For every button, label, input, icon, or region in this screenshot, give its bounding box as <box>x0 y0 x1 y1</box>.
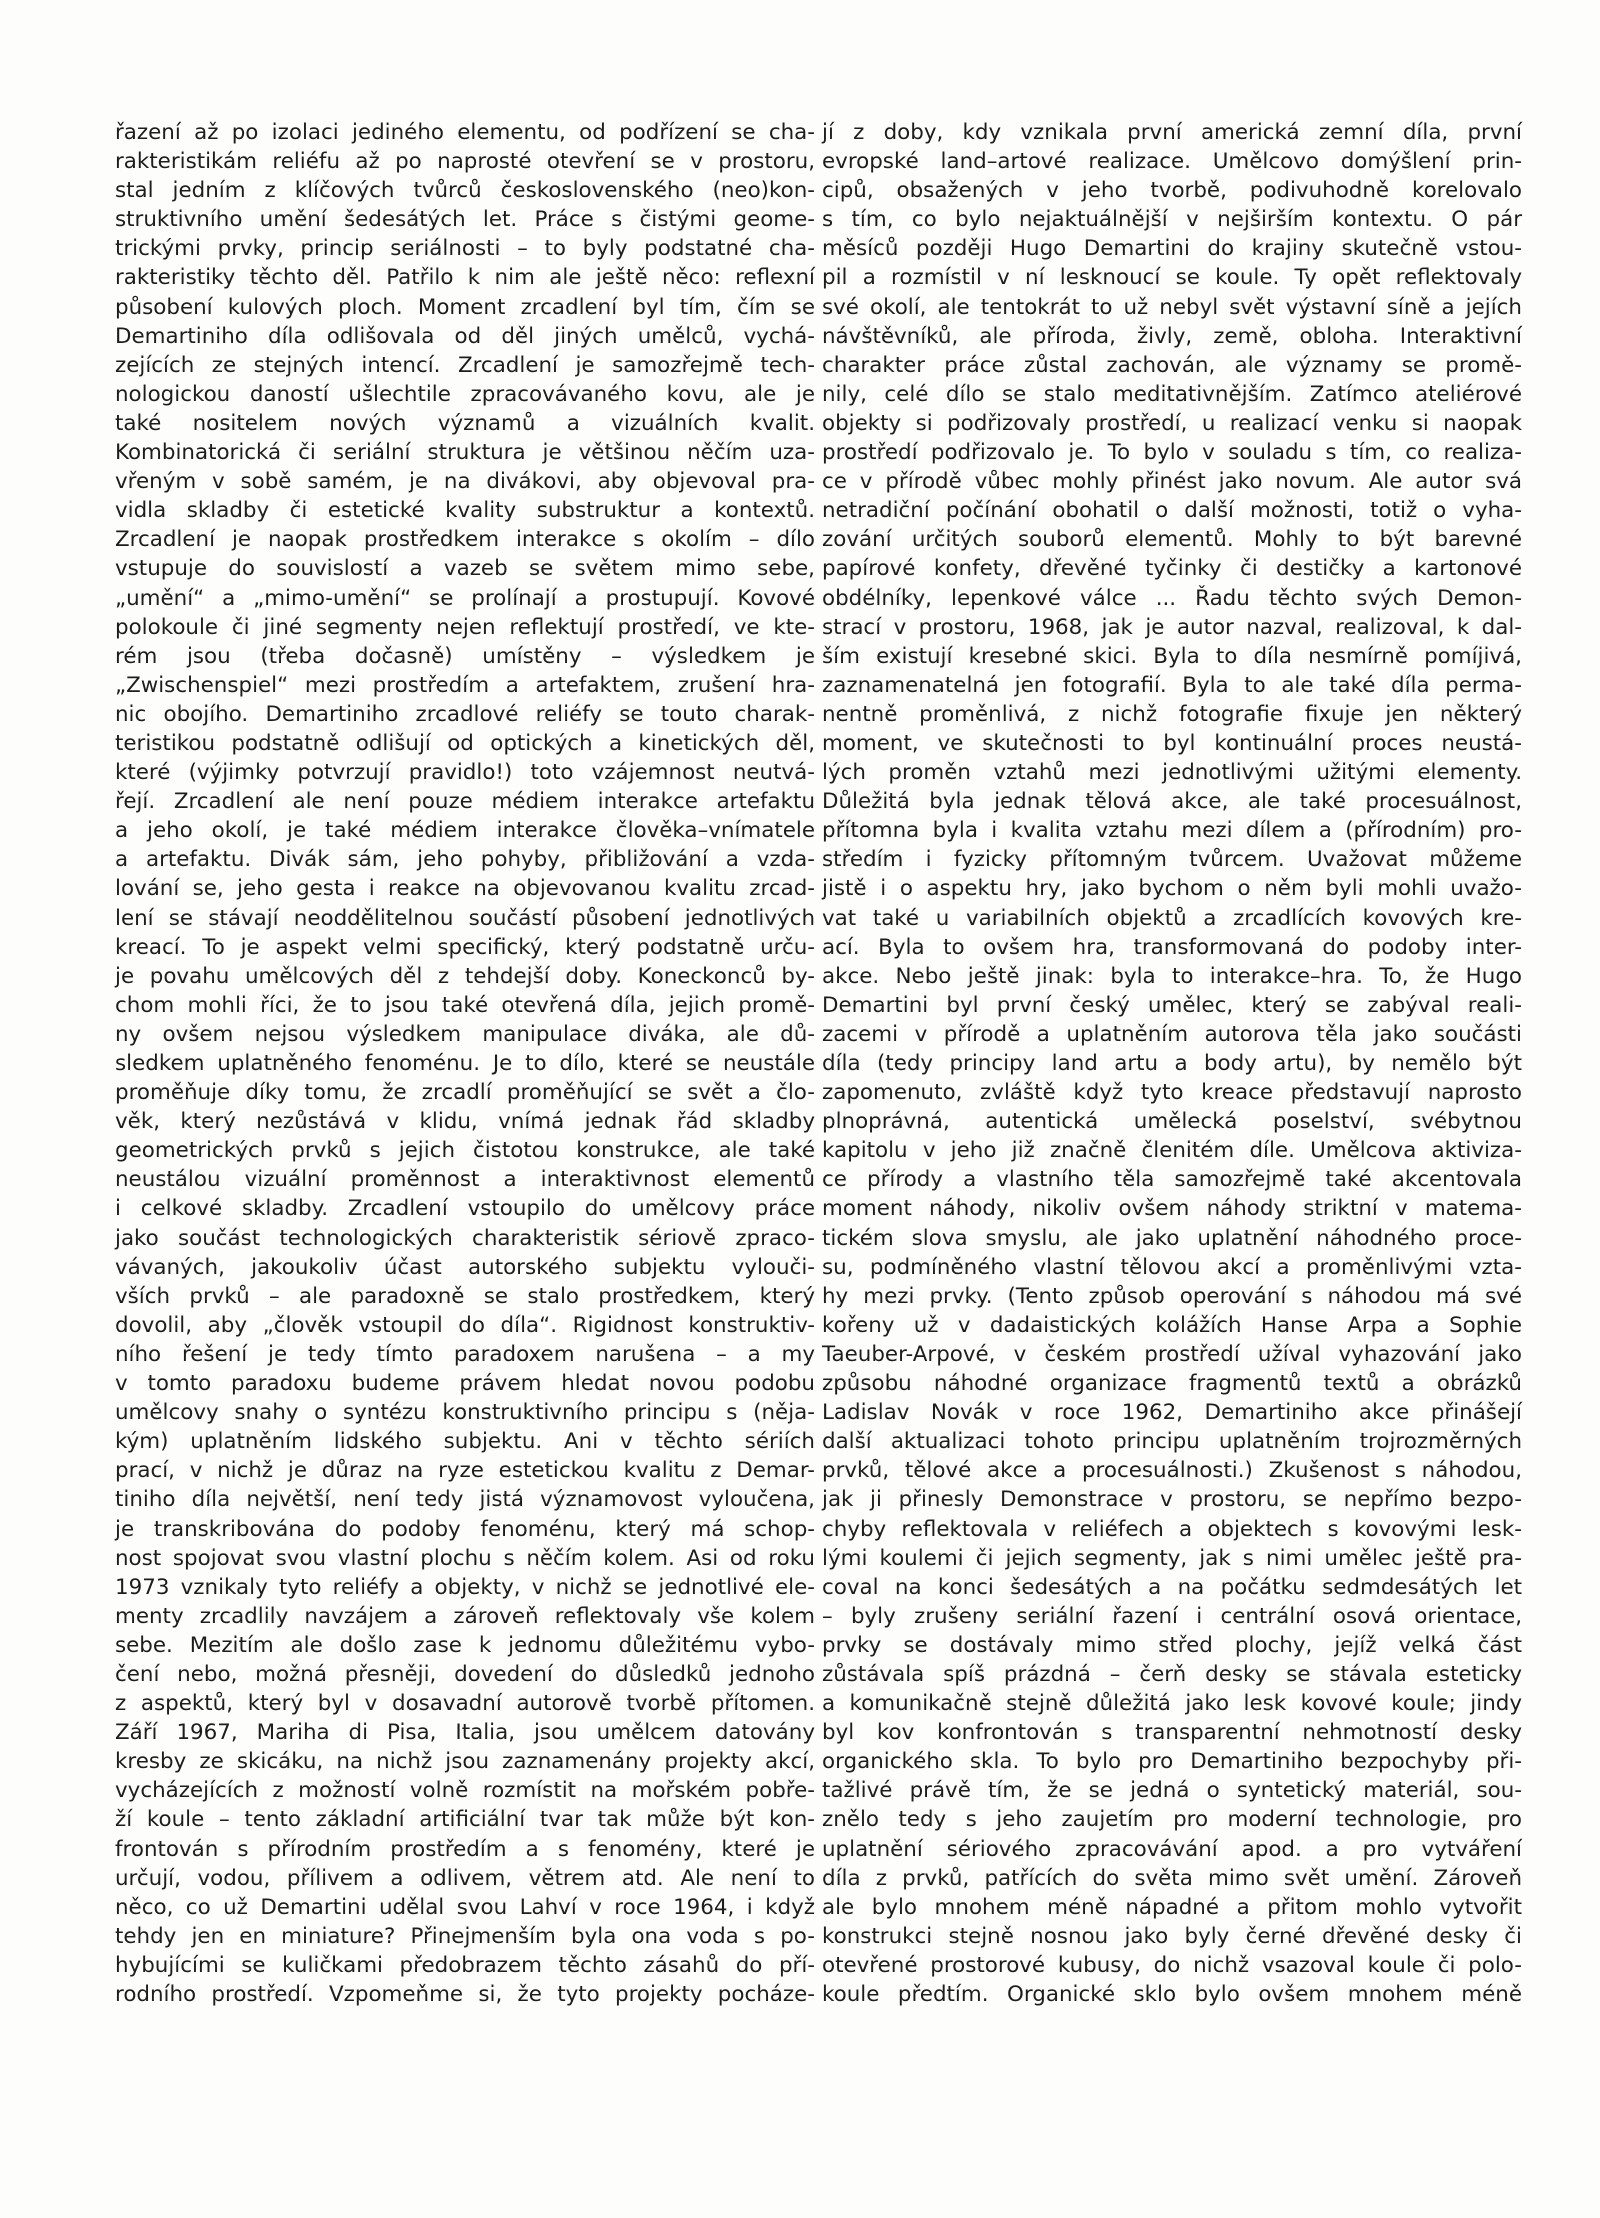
text-line: rakteristiky těchto děl. Patřilo k nim ale ještě něco: reflexní <box>115 265 815 291</box>
text-line: zejících ze stejných intencí. Zrcadlení je samozřejmě tech- <box>115 352 815 378</box>
text-line: nic obojího. Demartiniho zrcadlové reliéfy se touto charak- <box>115 701 815 727</box>
text-line: díla z prvků, patřících do světa mimo svět umění. Zároveň <box>822 1865 1522 1891</box>
text-line: „Zwischenspiel“ mezi prostředím a artefaktem, zrušení hra- <box>115 672 815 698</box>
text-line: papírové konfety, dřevěné tyčinky či destičky a kartonové <box>822 556 1522 582</box>
text-line: otevřené prostorové kubusy, do nichž vsazoval koule či polo- <box>822 1952 1522 1978</box>
text-line: kým) uplatněním lidského subjektu. Ani v těchto sériích <box>115 1429 815 1455</box>
text-line: jí z doby, kdy vznikala první americká zemní díla, první <box>822 120 1522 145</box>
text-line: jak ji přinesly Demonstrace v prostoru, se nepřímo bezpo- <box>822 1487 1522 1513</box>
text-line: prvků, tělové akce a procesuálnosti.) Zkušenost s náhodou, <box>822 1458 1522 1484</box>
text-line: teristikou podstatně odlišují od optických a kinetických děl, <box>115 730 815 756</box>
text-line: ším existují kresebné skici. Byla to díla nesmírně pomíjivá, <box>822 643 1522 669</box>
text-line: rodního prostředí. Vzpomeňme si, že tyto projekty pocháze- <box>115 1982 815 2007</box>
text-line: cipů, obsažených v jeho tvorbě, podivuhodně korelovalo <box>822 178 1522 204</box>
text-line: menty zrcadlily navzájem a zároveň reflektovaly vše kolem <box>115 1603 815 1629</box>
text-line: Demartini byl první český umělec, který se zabýval reali- <box>822 992 1522 1018</box>
text-line: kapitolu v jeho již značně členitém díle. Umělcova aktiviza- <box>822 1138 1522 1164</box>
text-line: Důležitá byla jednak tělová akce, ale také procesuálnost, <box>822 789 1522 815</box>
text-line: čení nebo, možná přesněji, dovedení do důsledků jednoho <box>115 1661 815 1687</box>
text-line: ale bylo mnohem méně nápadné a přitom mohlo vytvořit <box>822 1894 1522 1920</box>
text-line: chyby reflektovala v reliéfech a objektech s kovovými lesk- <box>822 1516 1522 1542</box>
text-line: jako součást technologických charakteristik sériově zpraco- <box>115 1225 815 1251</box>
text-line: vávaných, jakoukoliv účast autorského subjektu vylouči- <box>115 1254 815 1280</box>
text-line: hybujícími se kuličkami předobrazem těchto zásahů do pří- <box>115 1952 815 1978</box>
text-line: tažlivé právě tím, že se jedná o syntetický materiál, sou- <box>822 1778 1522 1804</box>
text-line: v tomto paradoxu budeme právem hledat novou podobu <box>115 1371 815 1397</box>
text-line: vidla skladby či estetické kvality substruktur a kontextů. <box>115 498 815 524</box>
text-line: Taeuber-Arpové, v českém prostředí užíval vyhazování jako <box>822 1341 1522 1367</box>
text-line: tiniho díla největší, není tedy jistá významovost vyloučena, <box>115 1487 815 1513</box>
text-line: prvky se dostávaly mimo střed plochy, jejíž velká část <box>822 1632 1522 1658</box>
text-line: jistě i o aspektu hry, jako bychom o něm byli mohli uvažo- <box>822 876 1522 902</box>
text-line: objekty si podřizovaly prostředí, u realizací venku si naopak <box>822 410 1522 436</box>
text-line: Září 1967, Mariha di Pisa, Italia, jsou umělcem datovány <box>115 1720 815 1746</box>
text-line: sledkem uplatněného fenoménu. Je to dílo, které se neustále <box>115 1051 815 1076</box>
text-line: prostředí podřizovalo je. To bylo v souladu s tím, co realiza- <box>822 440 1522 466</box>
text-line: „umění“ a „mimo-umění“ se prolínají a prostupují. Kovové <box>115 585 815 611</box>
text-line: měsíců později Hugo Demartini do krajiny skutečně vstou- <box>822 236 1522 262</box>
text-line: tickém slova smyslu, ale jako uplatnění náhodného proce- <box>822 1225 1522 1251</box>
text-line: netradiční počínání obohatil o další možnosti, totiž o vyha- <box>822 498 1522 524</box>
text-line: su, podmíněného vlastní tělovou akcí a proměnlivými vzta- <box>822 1254 1522 1280</box>
left-text-column <box>115 118 815 2009</box>
text-line: evropské land–artové realizace. Umělcovo domýšlení prin- <box>822 149 1522 175</box>
text-line: Zrcadlení je naopak prostředkem interakce s okolím – dílo <box>115 527 815 553</box>
text-line: něco, co už Demartini udělal svou Lahví v roce 1964, i když <box>115 1894 815 1920</box>
text-line: ací. Byla to ovšem hra, transformovaná do podoby inter- <box>822 934 1522 960</box>
text-line: byl kov konfrontován s transparentní nehmotností desky <box>822 1720 1522 1746</box>
text-line: z aspektů, který byl v dosavadní autorově tvorbě přítomen. <box>115 1691 815 1717</box>
text-line: zaznamenatelná jen fotografií. Byla to ale také díla perma- <box>822 672 1522 698</box>
text-line: kresby ze skicáku, na nichž jsou zaznamenány projekty akcí, <box>115 1749 815 1775</box>
text-line: dovolil, aby „člověk vstoupil do díla“. Rigidnost konstruktiv- <box>115 1312 815 1338</box>
text-line: koule předtím. Organické sklo bylo ovšem mnohem méně <box>822 1982 1522 2007</box>
text-line: lování se, jeho gesta i reakce na objevovanou kvalitu zrcad- <box>115 876 815 902</box>
text-line: sebe. Mezitím ale došlo zase k jednomu důležitému vybo- <box>115 1632 815 1658</box>
text-line: i celkové skladby. Zrcadlení vstoupilo do umělcovy práce <box>115 1196 815 1222</box>
text-line: pil a rozmístil v ní lesknoucí se koule. Ty opět reflektovaly <box>822 265 1522 291</box>
text-line: návštěvníků, ale příroda, živly, země, obloha. Interaktivní <box>822 323 1522 349</box>
text-line: lých proměn vztahů mezi jednotlivými užitými elementy. <box>822 760 1522 786</box>
text-line: obdélníky, lepenkové válce ... Řadu těchto svých Demon- <box>822 585 1522 611</box>
text-line: a komunikačně stejně důležitá jako lesk kovové koule; jindy <box>822 1691 1522 1717</box>
text-line: nily, celé dílo se stalo meditativnějším. Zatímco ateliérové <box>822 381 1522 407</box>
text-line: plnoprávná, autentická umělecká poselství, svébytnou <box>822 1109 1522 1135</box>
text-line: vat také u variabilních objektů a zrcadlících kovových kre- <box>822 905 1522 931</box>
text-line: trickými prvky, princip seriálnosti – to byly podstatné cha- <box>115 236 815 262</box>
text-line: působení kulových ploch. Moment zrcadlení byl tím, čím se <box>115 294 815 320</box>
text-line: lými koulemi či jejich segmenty, jak s nimi umělec ještě pra- <box>822 1545 1522 1571</box>
right-text-column <box>822 118 1522 2009</box>
text-line: Kombinatorická či seriální struktura je většinou něčím uza- <box>115 440 815 466</box>
text-line: díla (tedy principy land artu a body artu), by nemělo být <box>822 1051 1522 1076</box>
text-line: rakteristikám reliéfu až po naprosté otevření se v prostoru, <box>115 149 815 175</box>
text-line: své okolí, ale tentokrát to už nebyl svět výstavní síně a jejích <box>822 294 1522 320</box>
text-line: neustálou vizuální proměnnost a interaktivnost elementů <box>115 1167 815 1193</box>
text-line: vřeným v sobě samém, je na divákovi, aby objevoval pra- <box>115 469 815 495</box>
text-line: moment náhody, nikoliv ovšem náhody striktní v matema- <box>822 1196 1522 1222</box>
text-line: charakter práce zůstal zachován, ale významy se promě- <box>822 352 1522 378</box>
text-line: ží koule – tento základní artificiální tvar tak může být kon- <box>115 1807 815 1833</box>
text-line: zůstávala spíš prázdná – čerň desky se stávala esteticky <box>822 1661 1522 1687</box>
text-line: přítomna byla i kvalita vztahu mezi dílem a (přírodním) pro- <box>822 818 1522 844</box>
text-line: zování určitých souborů elementů. Mohly to být barevné <box>822 527 1522 553</box>
text-line: zapomenuto, zvláště když tyto kreace představují naprosto <box>822 1080 1522 1106</box>
text-line: coval na konci šedesátých a na počátku sedmdesátých let <box>822 1574 1522 1600</box>
text-line: ce v přírodě vůbec mohly přinést jako novum. Ale autor svá <box>822 469 1522 495</box>
text-line: kreací. To je aspekt velmi specifický, který podstatně urču- <box>115 934 815 960</box>
text-line: stal jedním z klíčových tvůrců československého (neo)kon- <box>115 178 815 204</box>
text-line: tehdy jen en miniature? Přinejmenším byla ona voda s po- <box>115 1923 815 1949</box>
text-line: akce. Nebo ještě jinak: byla to interakce–hra. To, že Hugo <box>822 963 1522 989</box>
text-line: 1973 vznikaly tyto reliéfy a objekty, v nichž se jednotlivé ele- <box>115 1574 815 1600</box>
text-line: je povahu umělcových děl z tehdejší doby. Koneckonců by- <box>115 963 815 989</box>
text-line: způsobu náhodné organizace fragmentů textů a obrázků <box>822 1371 1522 1397</box>
text-line: konstrukci stejně nosnou jako byly černé dřevěné desky či <box>822 1923 1522 1949</box>
text-line: geometrických prvků s jejich čistotou konstrukce, ale také <box>115 1138 815 1164</box>
text-line: polokoule či jiné segmenty nejen reflektují prostředí, ve kte- <box>115 614 815 640</box>
text-line: a jeho okolí, je také médiem interakce člověka–vnímatele <box>115 818 815 844</box>
text-line: s tím, co bylo nejaktuálnější v nejširším kontextu. O pár <box>822 207 1522 233</box>
text-line: také nositelem nových významů a vizuálních kvalit. <box>115 410 815 436</box>
text-line: hy mezi prvky. (Tento způsob operování s náhodou má své <box>822 1283 1522 1309</box>
text-line: ního řešení je tedy tímto paradoxem narušena – a my <box>115 1341 815 1367</box>
text-line: určují, vodou, přílivem a odlivem, větrem atd. Ale není to <box>115 1865 815 1891</box>
text-line: nentně proměnlivá, z nichž fotografie fixuje jen některý <box>822 701 1522 727</box>
text-line: lení se stávají neoddělitelnou součástí působení jednotlivých <box>115 905 815 931</box>
text-line: struktivního umění šedesátých let. Práce s čistými geome- <box>115 207 815 233</box>
text-line: kořeny už v dadaistických kolážích Hanse Arpa a Sophie <box>822 1312 1522 1338</box>
text-line: vycházejících z možností volně rozmístit na mořském pobře- <box>115 1778 815 1804</box>
text-line: rém jsou (třeba dočasně) umístěny – výsledkem je <box>115 643 815 669</box>
text-line: znělo tedy s jeho zaujetím pro moderní technologie, pro <box>822 1807 1522 1833</box>
text-line: Ladislav Novák v roce 1962, Demartiniho akce přinášejí <box>822 1400 1522 1426</box>
text-line: prací, v nichž je důraz na ryze estetickou kvalitu z Demar- <box>115 1458 815 1484</box>
text-line: další aktualizaci tohoto principu uplatněním trojrozměrných <box>822 1429 1522 1455</box>
text-line: chom mohli říci, že to jsou také otevřená díla, jejich promě- <box>115 992 815 1018</box>
text-line: Demartiniho díla odlišovala od děl jiných umělců, vychá- <box>115 323 815 349</box>
text-line: řazení až po izolaci jediného elementu, od podřízení se cha- <box>115 120 815 145</box>
text-line: věk, který nezůstává v klidu, vnímá jednak řád skladby <box>115 1109 815 1135</box>
text-line: nost spojovat svou vlastní plochu s něčím kolem. Asi od roku <box>115 1545 815 1571</box>
text-line: strací v prostoru, 1968, jak je autor nazval, realizoval, k dal- <box>822 614 1522 640</box>
text-line: je transkribována do podoby fenoménu, který má schop- <box>115 1516 815 1542</box>
text-line: proměňuje díky tomu, že zrcadlí proměňující se svět a člo- <box>115 1080 815 1106</box>
text-line: středím i fyzicky přítomným tvůrcem. Uvažovat můžeme <box>822 847 1522 873</box>
text-line: frontován s přírodním prostředím a s fenomény, které je <box>115 1836 815 1862</box>
text-line: ny ovšem nejsou výsledkem manipulace diváka, ale dů- <box>115 1021 815 1047</box>
text-line: které (výjimky potvrzují pravidlo!) toto vzájemnost neutvá- <box>115 760 815 786</box>
text-line: řejí. Zrcadlení ale není pouze médiem interakce artefaktu <box>115 789 815 815</box>
text-line: nologickou daností ušlechtile zpracovávaného kovu, ale je <box>115 381 815 407</box>
text-line: vších prvků – ale paradoxně se stalo prostředkem, který <box>115 1283 815 1309</box>
text-line: – byly zrušeny seriální řazení i centrální osová orientace, <box>822 1603 1522 1629</box>
text-line: umělcovy snahy o syntézu konstruktivního principu s (něja- <box>115 1400 815 1426</box>
text-line: moment, ve skutečnosti to byl kontinuální proces neustá- <box>822 730 1522 756</box>
text-line: uplatnění sériového zpracovávání apod. a pro vytváření <box>822 1836 1522 1862</box>
text-line: ce přírody a vlastního těla samozřejmě také akcentovala <box>822 1167 1522 1193</box>
text-line: zacemi v přírodě a uplatněním autorova těla jako součásti <box>822 1021 1522 1047</box>
text-line: vstupuje do souvislostí a vazeb se světem mimo sebe, <box>115 556 815 582</box>
text-line: organického skla. To bylo pro Demartiniho bezpochyby při- <box>822 1749 1522 1775</box>
text-line: a artefaktu. Divák sám, jeho pohyby, přibližování a vzda- <box>115 847 815 873</box>
